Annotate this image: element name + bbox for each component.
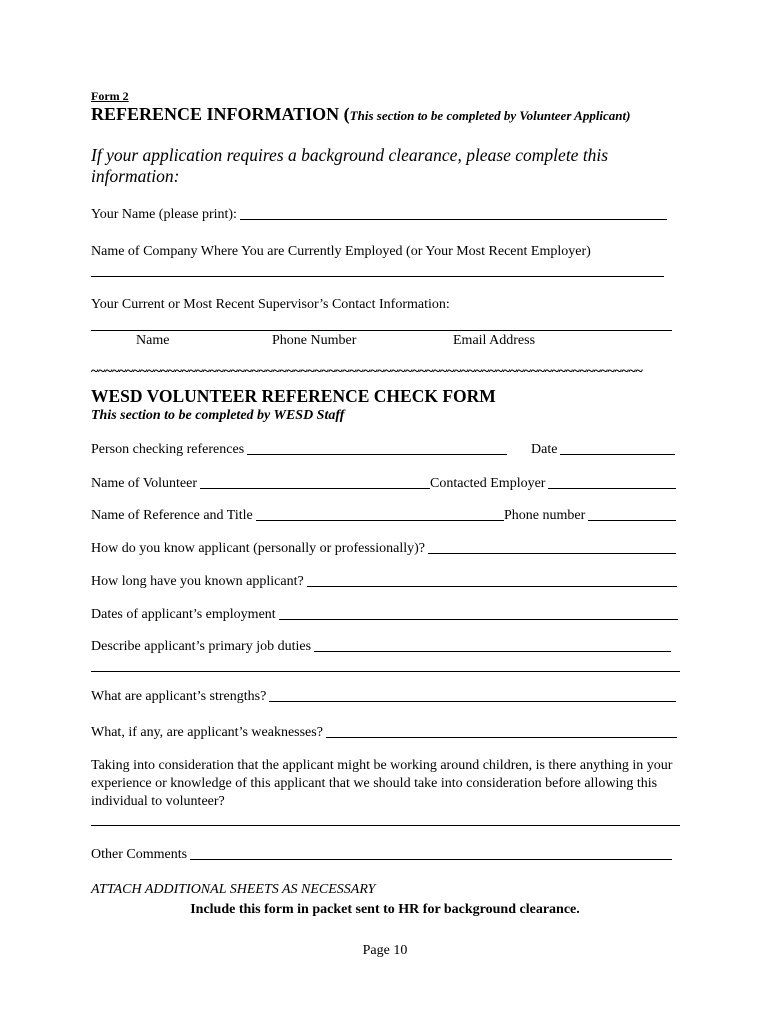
weaknesses-row <box>91 725 679 741</box>
tilde-separator: ~~~~~~~~~~~~~~~~~~~~~~~~~~~~~~~~~~~~~~~~~~~~~~~~~~~~~~~~~~~~~~~~~~~~~~~~~~~~~~~ <box>91 364 643 379</box>
strengths-label: What are applicant’s strengths? <box>91 689 267 704</box>
how-know-row <box>91 541 678 557</box>
supervisor-field[interactable] <box>91 330 672 331</box>
reference-name-field[interactable] <box>256 520 504 521</box>
strengths-field[interactable] <box>269 701 676 702</box>
how-long-field[interactable] <box>307 586 677 587</box>
reference-name-row <box>91 508 504 524</box>
dates-employment-label: Dates of applicant’s employment <box>91 607 276 622</box>
dates-employment-row <box>91 607 680 623</box>
contacted-employer-field[interactable] <box>548 488 676 489</box>
job-duties-field[interactable] <box>314 651 671 652</box>
check-form-title: WESD VOLUNTEER REFERENCE CHECK FORM <box>91 386 496 406</box>
form-label: Form 2 <box>91 89 129 103</box>
supervisor-col-name: Name <box>136 333 170 348</box>
dates-employment-field[interactable] <box>279 619 678 620</box>
strengths-row <box>91 689 678 705</box>
your-name-field[interactable] <box>240 219 667 220</box>
section-subtitle: This section to be completed by Volunteer Applicant) <box>349 108 631 123</box>
date-row <box>531 442 677 458</box>
date-label: Date <box>531 442 558 457</box>
other-comments-row <box>91 847 674 863</box>
children-question: Taking into consideration that the applicant might be working around children, is there anything in your experience or knowledge of this applicant that we should take into consideration before allowing this individual to volunteer? <box>91 758 673 809</box>
contacted-employer-row <box>430 476 678 492</box>
phone-number-field[interactable] <box>588 520 676 521</box>
person-checking-field[interactable] <box>247 454 507 455</box>
person-checking-row <box>91 442 509 458</box>
person-checking-label: Person checking references <box>91 442 245 457</box>
phone-number-row <box>504 508 678 524</box>
reference-name-label: Name of Reference and Title <box>91 508 253 523</box>
job-duties-field-line-2[interactable] <box>91 671 680 672</box>
section-title <box>91 104 630 125</box>
how-long-row <box>91 574 679 590</box>
date-field[interactable] <box>560 454 675 455</box>
company-label: Name of Company Where You are Currently Employed (or Your Most Recent Employer) <box>91 244 591 259</box>
children-answer-field[interactable] <box>91 825 680 826</box>
contacted-employer-label: Contacted Employer <box>430 476 546 491</box>
how-know-label: How do you know applicant (personally or professionally)? <box>91 541 425 556</box>
other-comments-field[interactable] <box>190 859 672 860</box>
supervisor-col-email: Email Address <box>453 333 536 348</box>
how-know-field[interactable] <box>428 553 676 554</box>
volunteer-name-label: Name of Volunteer <box>91 476 198 491</box>
volunteer-name-field[interactable] <box>200 488 430 489</box>
phone-number-label: Phone number <box>504 508 586 523</box>
section-title-text: REFERENCE INFORMATION ( <box>91 104 350 124</box>
your-name-row <box>91 207 669 223</box>
page-number: Page 10 <box>362 943 408 958</box>
supervisor-col-phone: Phone Number <box>272 333 357 348</box>
job-duties-row <box>91 639 673 655</box>
attach-note: ATTACH ADDITIONAL SHEETS AS NECESSARY <box>91 882 376 897</box>
check-form-subtitle: This section to be completed by WESD Staff <box>91 408 345 423</box>
other-comments-label: Other Comments <box>91 847 188 862</box>
weaknesses-field[interactable] <box>326 737 677 738</box>
weaknesses-label: What, if any, are applicant’s weaknesses? <box>91 725 323 740</box>
company-field[interactable] <box>91 276 664 277</box>
job-duties-label: Describe applicant’s primary job duties <box>91 639 312 654</box>
volunteer-name-row <box>91 476 430 492</box>
include-note: Include this form in packet sent to HR for background clearance. <box>190 902 580 917</box>
your-name-label: Your Name (please print): <box>91 207 237 222</box>
intro-text: If your application requires a background clearance, please complete this information: <box>91 145 609 186</box>
how-long-label: How long have you known applicant? <box>91 574 304 589</box>
supervisor-label: Your Current or Most Recent Supervisor’s Contact Information: <box>91 297 450 312</box>
